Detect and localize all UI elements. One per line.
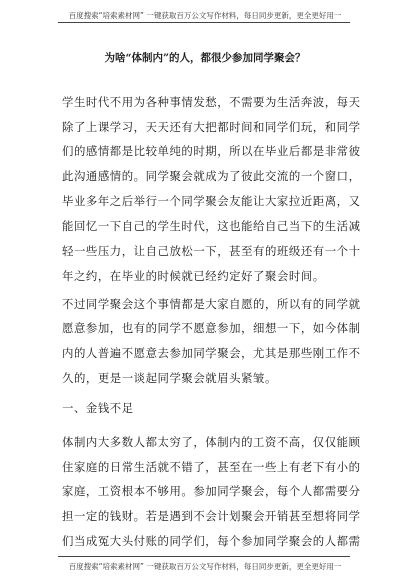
body-line: 除了上课学习，天天还有大把都时间和同学们玩，和同学 xyxy=(62,120,361,134)
body-line: 学生时代不用为各种事情发愁，不需要为生活奔波，每天 xyxy=(62,95,361,109)
footer-divider xyxy=(58,556,350,557)
body-line: 此沟通感情的。同学聚会就成为了彼此交流的一个窗口， xyxy=(62,169,361,183)
body-line: 愿意参加，也有的同学不愿意参加，细想一下，如今体制 xyxy=(62,321,361,335)
body-line: 们的感情都是比较单纯的时期，所以在毕业后都是非常彼 xyxy=(62,144,361,158)
body-line: 轻一些压力，让自己放松一下，甚至有的班级还有一个十 xyxy=(62,244,361,258)
page-footer: 百度搜索“培索素材网” 一键获取百万公文写作材料，每日同步更新，更全更好用一 xyxy=(68,562,342,571)
body-line: 担一定的钱财。若是遇到不会计划聚会开销甚至想将同学 xyxy=(62,509,361,523)
body-line: 们当成冤大头付账的同学们，每个参加同学聚会的人都需 xyxy=(62,534,361,548)
body-line: 内的人普遍不愿意去参加同学聚会，尤其是那些刚工作不 xyxy=(62,346,361,360)
body-line: 不过同学聚会这个事情都是大家自愿的，所以有的同学就 xyxy=(62,297,361,311)
page-header: 百度搜索“培索素材网” 一键获取百万公文写作材料，每日同步更新，更全更好用一 xyxy=(68,11,342,20)
body-line: 住家庭的日常生活就不错了，甚至在一些上有老下有小的 xyxy=(62,460,361,474)
body-line: 一、金钱不足 xyxy=(62,401,134,415)
body-line: 年之约，在毕业的时候就已经约定好了聚会时间。 xyxy=(62,269,325,283)
body-line: 久的，更是一谈起同学聚会就眉头紧皱。 xyxy=(62,371,277,385)
body-line: 能回忆一下自己的学生时代，这也能给自己当下的生活减 xyxy=(62,219,361,233)
body-line: 毕业多年之后举行一个同学聚会友能让大家拉近距离，又 xyxy=(62,194,361,208)
body-line: 体制内大多数人都太穷了，体制内的工资不高，仅仅能顾 xyxy=(62,435,361,449)
body-line: 家庭，工资根本不够用。参加同学聚会，每个人都需要分 xyxy=(62,484,361,498)
article-title: 为啥“体制内”的人，都很少参加同学聚会？ xyxy=(104,52,306,64)
header-divider xyxy=(58,22,350,23)
